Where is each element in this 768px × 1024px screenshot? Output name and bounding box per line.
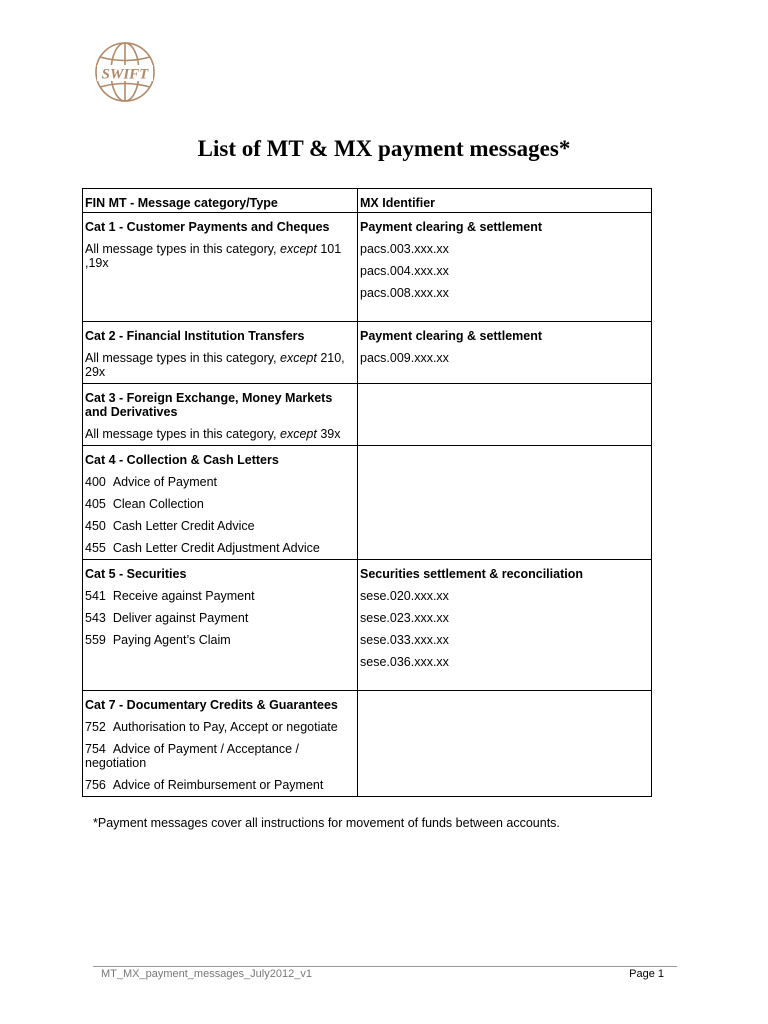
svg-text:SWIFT: SWIFT bbox=[101, 66, 149, 83]
header-mx-identifier: MX Identifier bbox=[358, 189, 652, 213]
category-title: Cat 7 - Documentary Credits & Guarantees bbox=[85, 698, 338, 712]
message-type: 400 Advice of Payment bbox=[85, 475, 218, 489]
mt-cell bbox=[83, 691, 358, 797]
mt-cell bbox=[83, 560, 358, 691]
message-type: 541 Receive against Payment bbox=[85, 589, 255, 603]
message-table bbox=[82, 188, 652, 797]
except-text: All message types in this category, except 101 ,19x bbox=[85, 242, 342, 270]
footer-divider bbox=[93, 966, 677, 967]
except-text: All message types in this category, except 39x bbox=[85, 427, 341, 441]
mx-cell bbox=[358, 446, 652, 560]
table-row bbox=[83, 691, 652, 797]
mx-cell bbox=[358, 322, 652, 384]
mx-cell bbox=[358, 560, 652, 691]
mx-identifier: pacs.003.xxx.xx bbox=[360, 242, 449, 256]
message-type: 543 Deliver against Payment bbox=[85, 611, 249, 625]
table-row bbox=[83, 322, 652, 384]
mx-heading: Payment clearing & settlement bbox=[360, 329, 543, 343]
mx-identifier: sese.020.xxx.xx bbox=[360, 589, 449, 603]
except-text: All message types in this category, except 210, 29x bbox=[85, 351, 345, 379]
page-number: Page 1 bbox=[629, 968, 664, 980]
mx-heading: Payment clearing & settlement bbox=[360, 220, 543, 234]
message-type: 405 Clean Collection bbox=[85, 497, 204, 511]
message-type: 450 Cash Letter Credit Advice bbox=[85, 519, 255, 533]
mx-identifier: pacs.004.xxx.xx bbox=[360, 264, 449, 278]
table-header-row bbox=[83, 189, 652, 213]
mx-cell bbox=[358, 384, 652, 446]
mx-heading: Securities settlement & reconciliation bbox=[360, 567, 583, 581]
category-title: Cat 2 - Financial Institution Transfers bbox=[85, 329, 305, 343]
message-type: 754 Advice of Payment / Acceptance / negotiation bbox=[85, 742, 300, 770]
message-type: 455 Cash Letter Credit Adjustment Advice bbox=[85, 541, 320, 555]
swift-logo bbox=[93, 40, 157, 104]
category-title: Cat 5 - Securities bbox=[85, 567, 187, 581]
mx-identifier: sese.033.xxx.xx bbox=[360, 633, 449, 647]
category-title: Cat 1 - Customer Payments and Cheques bbox=[85, 220, 330, 234]
mx-cell bbox=[358, 691, 652, 797]
mx-cell bbox=[358, 213, 652, 322]
header-fin-mt: FIN MT - Message category/Type bbox=[83, 189, 358, 213]
table-row bbox=[83, 213, 652, 322]
mt-cell bbox=[83, 322, 358, 384]
table-row bbox=[83, 446, 652, 560]
footer-filename: MT_MX_payment_messages_July2012_v1 bbox=[101, 968, 312, 980]
table-row bbox=[83, 560, 652, 691]
mx-identifier: pacs.009.xxx.xx bbox=[360, 351, 449, 365]
mx-identifier: sese.036.xxx.xx bbox=[360, 655, 449, 669]
mt-cell bbox=[83, 384, 358, 446]
mt-cell bbox=[83, 213, 358, 322]
message-type: 756 Advice of Reimbursement or Payment bbox=[85, 778, 324, 792]
mt-cell bbox=[83, 446, 358, 560]
category-title: Cat 3 - Foreign Exchange, Money Markets and Derivatives bbox=[85, 391, 333, 419]
mx-identifier: pacs.008.xxx.xx bbox=[360, 286, 449, 300]
table-row bbox=[83, 384, 652, 446]
category-title: Cat 4 - Collection & Cash Letters bbox=[85, 453, 279, 467]
page-title: List of MT & MX payment messages* bbox=[197, 136, 571, 161]
message-type: 752 Authorisation to Pay, Accept or negotiate bbox=[85, 720, 338, 734]
mx-identifier: sese.023.xxx.xx bbox=[360, 611, 449, 625]
message-type: 559 Paying Agent’s Claim bbox=[85, 633, 231, 647]
footnote: *Payment messages cover all instructions for movement of funds between accounts. bbox=[93, 816, 560, 830]
